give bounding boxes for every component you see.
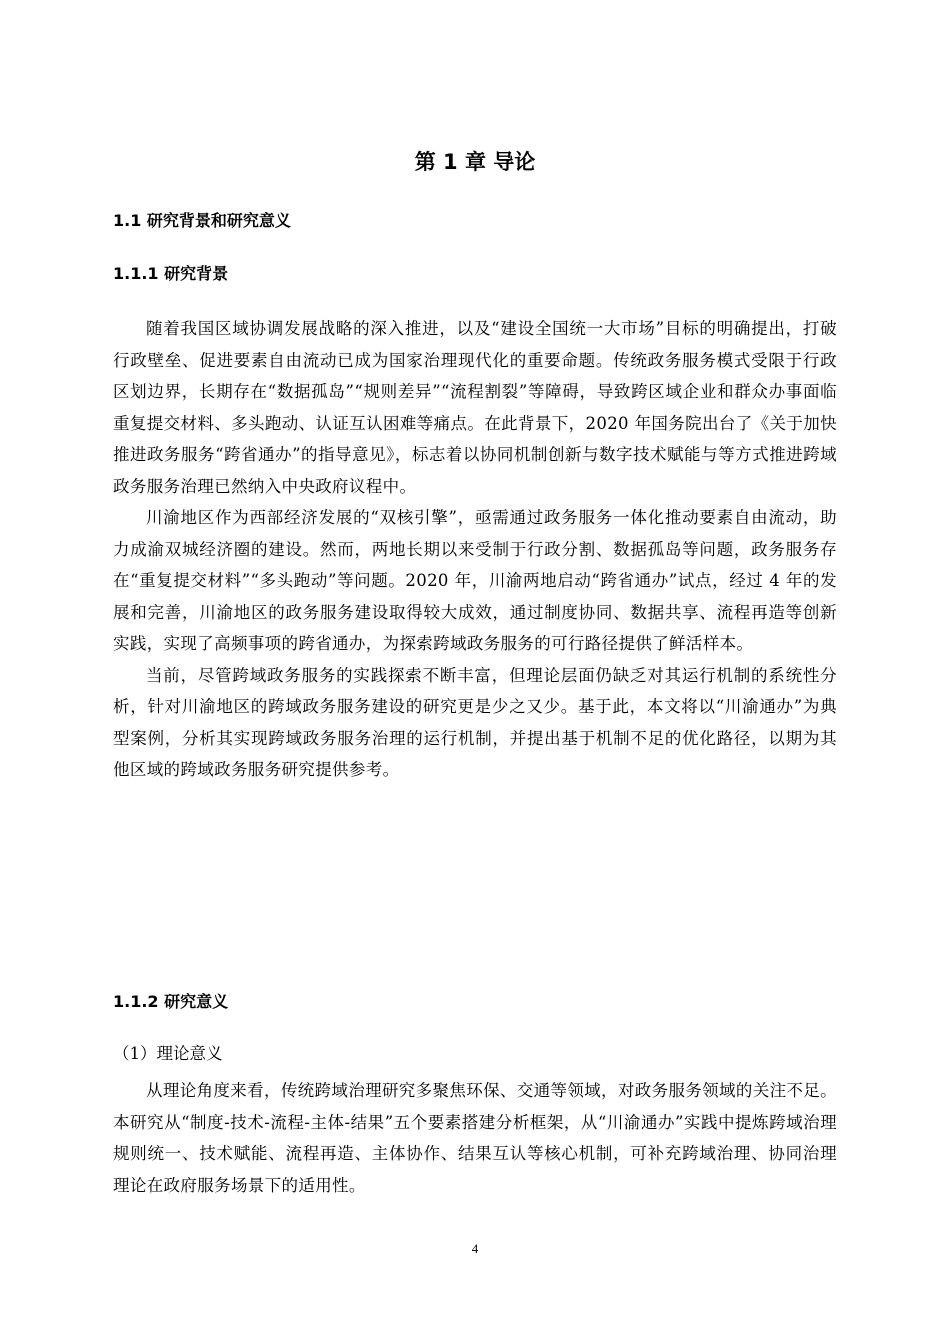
- paragraph: 从理论角度来看，传统跨域治理研究多聚焦环保、交通等领域，对政务服务领域的关注不足。本研究从“制度-技术-流程-主体-结果”五个要素搭建分析框架，从“川渝通办”实践中提炼跨域治理规则统一、技术赋能、流程再造、主体协作、结果互认等核心机制，可补充跨域治理、协同治理理论在政府服务场景下的适用性。: [113, 1081, 837, 1195]
- paragraph: 川渝地区作为西部经济发展的“双核引擎”，亟需通过政务服务一体化推动要素自由流动，助力成渝双城经济圈的建设。然而，两地长期以来受制于行政分割、数据孤岛等问题，政务服务存在“重复提交材料”“多头跑动”等问题。2020 年，川渝两地启动“跨省通办”试点，经过 4 年的发展和完善，川渝地区的政务服务建设取得较大成效，通过制度协同、数据共享、流程再造等创新实践，实现了高频事项的跨省通办，为探索跨域政务服务的可行路径提供了鲜活样本。: [113, 508, 837, 653]
- significance-body: [113, 1075, 837, 1201]
- subsection-heading-background: 1.1.1 研究背景: [113, 264, 229, 283]
- page-number: 4: [471, 1241, 479, 1256]
- paragraph: 当前，尽管跨域政务服务的实践探索不断丰富，但理论层面仍缺乏对其运行机制的系统性分析，针对川渝地区的跨域政务服务建设的研究更是少之又少。基于此，本文将以“川渝通办”为典型案例，分析其实现跨域政务服务治理的运行机制，并提出基于机制不足的优化路径，以期为其他区域的跨域政务服务研究提供参考。: [113, 665, 837, 779]
- theory-significance-label: （1）理论意义: [113, 1044, 223, 1063]
- background-body: [113, 313, 837, 786]
- section-heading: 1.1 研究背景和研究意义: [113, 211, 291, 230]
- chapter-title: 第 1 章 导论: [414, 150, 536, 174]
- subsection-heading-significance: 1.1.2 研究意义: [113, 992, 229, 1011]
- paragraph: 随着我国区域协调发展战略的深入推进，以及“建设全国统一大市场”目标的明确提出，打破行政壁垒、促进要素自由流动已成为国家治理现代化的重要命题。传统政务服务模式受限于行政区划边界，长期存在“数据孤岛”“规则差异”“流程割裂”等障碍，导致跨区域企业和群众办事面临重复提交材料、多头跑动、认证互认困难等痛点。在此背景下，2020 年国务院出台了《关于加快推进政务服务“跨省通办”的指导意见》，标志着以协同机制创新与数字技术赋能与等方式推进跨域政务服务治理已然纳入中央政府议程中。: [113, 319, 837, 496]
